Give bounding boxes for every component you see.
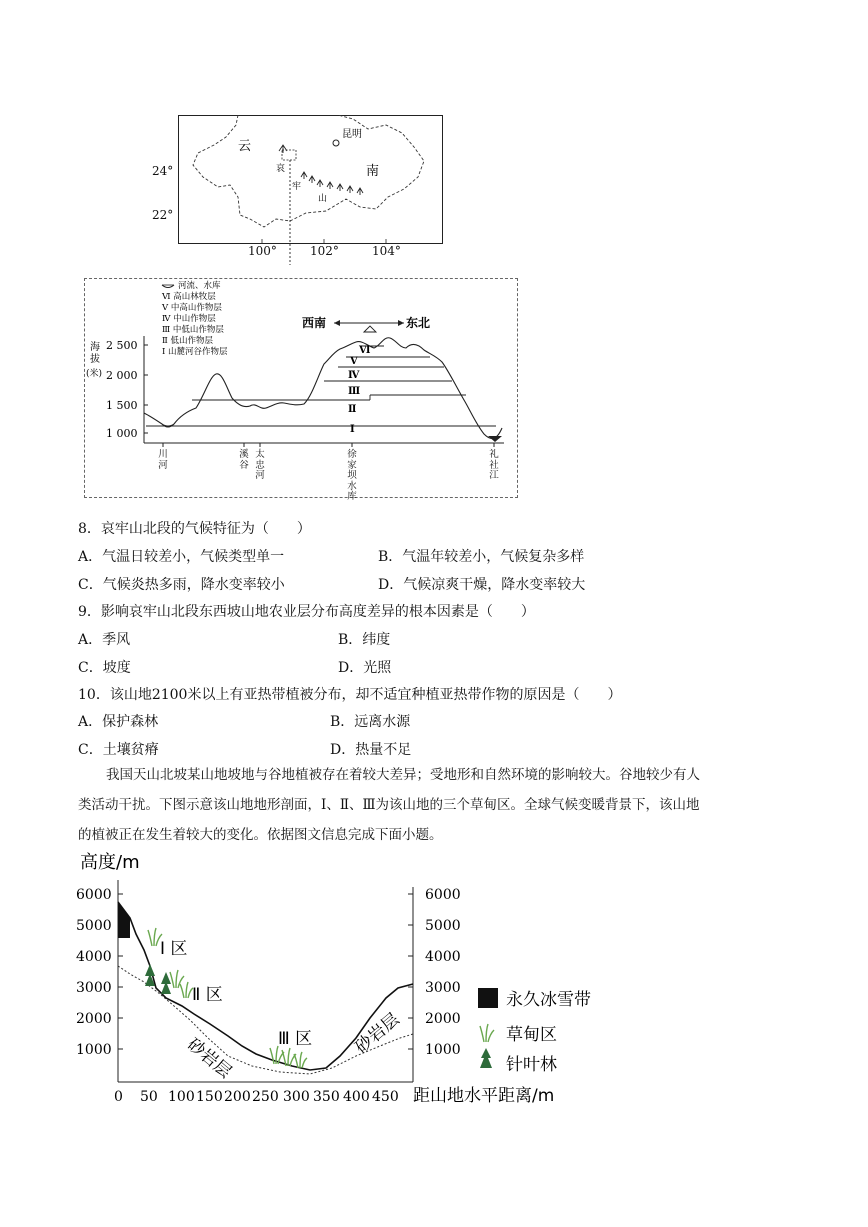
place-lishejiang: 礼 社 江 <box>489 449 499 481</box>
svg-text:Ⅱ 低山作物层: Ⅱ 低山作物层 <box>162 336 213 346</box>
profile-legend <box>161 280 228 357</box>
province-nan-label: 南 <box>366 164 380 179</box>
x-axis-title: 距山地水平距离/m <box>413 1086 555 1106</box>
lon-label-104: 104° <box>372 244 401 258</box>
passage-line-1: 我国天山北坡某山地坡地与谷地植被存在着较大差异；受地形和自然环境的影响较大。谷地较少有人 <box>106 767 700 783</box>
river-lishejiang <box>488 436 502 442</box>
x-tick-450: 450 <box>372 1089 399 1105</box>
y-axis-title: 高度/m <box>80 852 140 873</box>
x-tick-100: 100 <box>168 1089 195 1105</box>
province-yun-label: 云 <box>238 139 252 154</box>
x-tick-250: 250 <box>252 1089 279 1105</box>
y-tick-left-3000: 3000 <box>76 980 112 996</box>
y-tick-right-3000: 3000 <box>425 980 461 996</box>
y-tick-2500: 2 500 <box>106 339 138 352</box>
x-tick-150: 150 <box>196 1089 223 1105</box>
legend-grass-icon <box>480 1024 494 1042</box>
place-xujiaba-reservoir: 徐 家 坝 水 库 <box>347 449 357 502</box>
y-tick-left-1000: 1000 <box>76 1042 112 1058</box>
svg-text:Ⅰ 山麓河谷作物层: Ⅰ 山麓河谷作物层 <box>162 347 228 357</box>
yunnan-map <box>178 115 443 265</box>
y-tick-1000: 1 000 <box>106 427 138 440</box>
y-tick-right-1000: 1000 <box>425 1042 461 1058</box>
y-tick-right-6000: 6000 <box>425 887 461 903</box>
legend-conifer-icon <box>480 1048 492 1068</box>
question-10-stem: 10．该山地2100米以上有亚热带植被分布，却不适宜种植亚热带作物的原因是（ ） <box>78 687 622 703</box>
question-8-option-a[interactable]: A．气温日较差小，气候类型单一 <box>78 549 285 565</box>
mountain-char-shan: 山 <box>318 194 328 204</box>
question-8-option-b[interactable]: B．气温年较差小，气候复杂多样 <box>378 549 585 565</box>
question-8-stem: 8．哀牢山北段的气候特征为（ ） <box>78 521 311 537</box>
place-chuanhe: 川 河 <box>158 449 168 471</box>
permanent-snow-band <box>118 902 130 938</box>
legend-snow-swatch <box>478 988 498 1008</box>
layer-lines <box>146 346 496 426</box>
lat-label-24: 24° <box>152 164 174 178</box>
y-tick-left-4000: 4000 <box>76 949 112 965</box>
sandstone-label-left: 砂岩层 <box>183 1034 236 1083</box>
question-9-option-b[interactable]: B．纬度 <box>338 632 391 648</box>
mountain-char-ai: 哀 <box>276 164 286 174</box>
y-tick-right-5000: 5000 <box>425 918 461 934</box>
question-10-option-b[interactable]: B．远离水源 <box>330 714 411 730</box>
lon-label-102: 102° <box>310 244 339 258</box>
x-tick-50: 50 <box>140 1089 158 1105</box>
peak-triangle <box>364 326 376 332</box>
lon-label-100: 100° <box>248 244 277 258</box>
layer-label-2: Ⅱ <box>348 404 357 415</box>
passage <box>78 760 793 850</box>
svg-text:Ⅵ 高山林牧层: Ⅵ 高山林牧层 <box>162 292 216 302</box>
y-tick-2000: 2 000 <box>106 369 138 382</box>
question-9-option-a[interactable]: A．季风 <box>78 632 131 648</box>
question-8-option-d[interactable]: D．气候凉爽干燥，降水变率较大 <box>378 577 586 593</box>
question-9-option-c[interactable]: C．坡度 <box>78 660 131 676</box>
x-tick-400: 400 <box>343 1089 370 1105</box>
y-tick-right-2000: 2000 <box>425 1011 461 1027</box>
x-tick-300: 300 <box>283 1089 310 1105</box>
x-tick-350: 350 <box>313 1089 340 1105</box>
profile-diagram <box>84 278 518 498</box>
y-tick-left-6000: 6000 <box>76 887 112 903</box>
question-8-option-c[interactable]: C．气候炎热多雨，降水变率较小 <box>78 577 285 593</box>
y-axis-label-2: 拔 <box>90 354 100 365</box>
question-10-option-c[interactable]: C．土壤贫瘠 <box>78 742 159 758</box>
zone-1-label: Ⅰ 区 <box>160 939 188 959</box>
direction-ne-label: 东北 <box>406 316 431 330</box>
tianshan-section-chart <box>70 842 630 1112</box>
sandstone-label-right: 砂岩层 <box>351 1009 404 1058</box>
y-tick-1500: 1 500 <box>106 399 138 412</box>
layer-label-1: Ⅰ <box>350 424 355 435</box>
legend-conifer-label: 针叶林 <box>506 1055 557 1075</box>
x-tick-0: 0 <box>114 1089 123 1105</box>
y-axis-label-1: 海 <box>90 342 100 353</box>
place-xigu: 溪 谷 <box>239 449 249 471</box>
layer-label-5: Ⅴ <box>350 356 358 367</box>
question-9-stem: 9．影响哀牢山北段东西坡山地农业层分布高度差异的根本因素是（ ） <box>78 604 535 620</box>
question-10-option-a[interactable]: A．保护森林 <box>78 714 159 730</box>
legend-meadow-label: 草甸区 <box>506 1025 557 1045</box>
layer-label-4: Ⅳ <box>348 370 360 381</box>
place-taizhonghe: 太 忠 河 <box>255 449 265 481</box>
svg-text:河流、水库: 河流、水库 <box>178 281 221 291</box>
kunming-label: 昆明 <box>342 129 362 140</box>
lat-label-22: 22° <box>152 208 174 222</box>
question-10-option-d[interactable]: D．热量不足 <box>330 742 412 758</box>
zone-3-label: Ⅲ 区 <box>278 1029 313 1049</box>
passage-line-3: 的植被正在发生着较大的变化。依据图文信息完成下面小题。 <box>78 827 443 843</box>
y-tick-left-5000: 5000 <box>76 918 112 934</box>
kunming-dot <box>333 140 339 146</box>
svg-text:Ⅳ 中山作物层: Ⅳ 中山作物层 <box>162 314 216 324</box>
legend-snow-label: 永久冰雪带 <box>506 990 591 1010</box>
y-axis-label-3: (米) <box>86 369 103 379</box>
layer-label-6: Ⅵ <box>359 345 371 356</box>
zone-2-label: Ⅱ 区 <box>192 985 223 1005</box>
svg-text:Ⅴ 中高山作物层: Ⅴ 中高山作物层 <box>162 303 222 313</box>
y-tick-right-4000: 4000 <box>425 949 461 965</box>
passage-line-2: 类活动干扰。下图示意该山地地形剖面，Ⅰ、Ⅱ、Ⅲ为该山地的三个草甸区。全球气候变暖背景下，该山地 <box>78 797 700 813</box>
direction-sw-label: 西南 <box>302 316 327 330</box>
study-area-box <box>282 150 296 160</box>
y-tick-left-2000: 2000 <box>76 1011 112 1027</box>
mountain-char-lao: 牢 <box>292 182 302 192</box>
question-9-option-d[interactable]: D．光照 <box>338 660 392 676</box>
layer-label-3: Ⅲ <box>348 386 361 397</box>
x-tick-200: 200 <box>224 1089 251 1105</box>
svg-text:Ⅲ 中低山作物层: Ⅲ 中低山作物层 <box>162 325 224 335</box>
